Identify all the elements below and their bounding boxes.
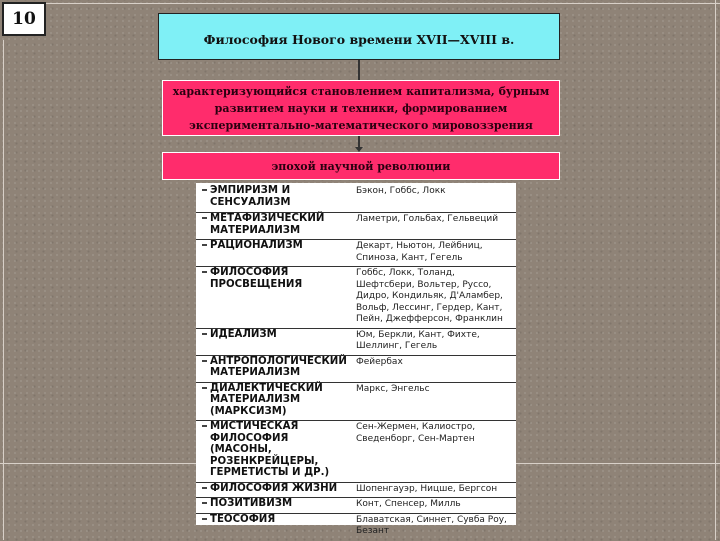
- table-row: [196, 497, 516, 514]
- school-name: ИДЕАЛИЗМ: [210, 328, 277, 340]
- row-bullet-icon: [202, 217, 207, 219]
- school-name: МЕТАФИЗИЧЕСКИЙ МАТЕРИАЛИЗМ: [210, 213, 325, 236]
- philosopher-names: Блаватская, Синнет, Сувба Роу, Безант: [356, 514, 507, 536]
- table-row: [196, 420, 516, 483]
- frame-left-line: [3, 40, 4, 540]
- philosopher-names: Конт, Спенсер, Милль: [356, 499, 461, 509]
- frame-top-line: [46, 3, 720, 4]
- title-box: [158, 13, 560, 60]
- table-row: [196, 212, 516, 240]
- row-bullet-icon: [202, 244, 207, 246]
- row-bullet-icon: [202, 518, 207, 520]
- row-bullet-icon: [202, 425, 207, 427]
- table-row: [196, 482, 516, 499]
- table-row: [196, 328, 516, 356]
- table-row: [196, 382, 516, 422]
- school-name: ТЕОСОФИЯ: [210, 513, 276, 525]
- connector-1: [358, 60, 360, 80]
- school-name: АНТРОПОЛОГИЧЕСКИЙ МАТЕРИАЛИЗМ: [210, 355, 347, 378]
- row-bullet-icon: [202, 189, 207, 191]
- table-row: [196, 185, 516, 212]
- philosopher-names: Гоббс, Локк, Толанд, Шефтсбери, Вольтер, Руссо, Дидро, Кондильяк, Д'Аламбер, Вольф, Лессинг, Гердер, Кант, Пейн, Джефферсон, Франклин: [356, 268, 503, 324]
- school-name: ЭМПИРИЗМ И СЕНСУАЛИЗМ: [210, 185, 291, 208]
- philosopher-names: Маркс, Энгельс: [356, 383, 430, 394]
- slide-number: 10: [2, 2, 46, 36]
- school-name: ФИЛОСОФИЯ ЖИЗНИ: [210, 482, 338, 494]
- description-box: [162, 80, 560, 136]
- philosopher-names: Сен-Жермен, Калиостро, Сведенборг, Сен-Мартен: [356, 422, 476, 444]
- row-bullet-icon: [202, 271, 207, 273]
- description-text: характеризующийся становлением капитализма, бурным развитием науки и техники, формированием экспериментально-математического мировоззрения: [172, 84, 550, 132]
- philosopher-names: Фейербах: [356, 356, 403, 367]
- row-bullet-icon: [202, 333, 207, 335]
- philosopher-names: Бэкон, Гоббс, Локк: [356, 186, 446, 196]
- school-name: РАЦИОНАЛИЗМ: [210, 240, 303, 251]
- table-row: [196, 239, 516, 267]
- frame-right-line: [715, 0, 716, 540]
- philosopher-names: Декарт, Ньютон, Лейбниц, Спиноза, Кант, Гегель: [356, 241, 483, 263]
- school-name: ФИЛОСОФИЯ ПРОСВЕЩЕНИЯ: [210, 267, 303, 290]
- table-row: [196, 266, 516, 329]
- school-name: ДИАЛЕКТИЧЕСКИЙ МАТЕРИАЛИЗМ (МАРКСИЗМ): [210, 382, 323, 417]
- schools-table: [196, 183, 516, 536]
- philosopher-names: Ламетри, Гольбах, Гельвеций: [356, 214, 499, 224]
- era-box: [162, 152, 560, 180]
- row-bullet-icon: [202, 360, 207, 362]
- school-name: ПОЗИТИВИЗМ: [210, 498, 293, 509]
- title-text: Философия Нового времени XVII—XVIII в.: [203, 32, 515, 47]
- row-bullet-icon: [202, 487, 207, 489]
- philosopher-names: Юм, Беркли, Кант, Фихте, Шеллинг, Гегель: [356, 329, 480, 351]
- philosopher-names: Шопенгауэр, Ницше, Бергсон: [356, 483, 498, 494]
- school-name: МИСТИЧЕСКАЯ ФИЛОСОФИЯ (МАСОНЫ, РОЗЕНКРЕЙЦЕРЫ, ГЕРМЕТИСТЫ И ДР.): [210, 421, 330, 478]
- row-bullet-icon: [202, 387, 207, 389]
- table-row: [196, 355, 516, 383]
- table-row: [196, 513, 516, 541]
- era-text: эпохой научной революции: [271, 159, 451, 173]
- row-bullet-icon: [202, 502, 207, 504]
